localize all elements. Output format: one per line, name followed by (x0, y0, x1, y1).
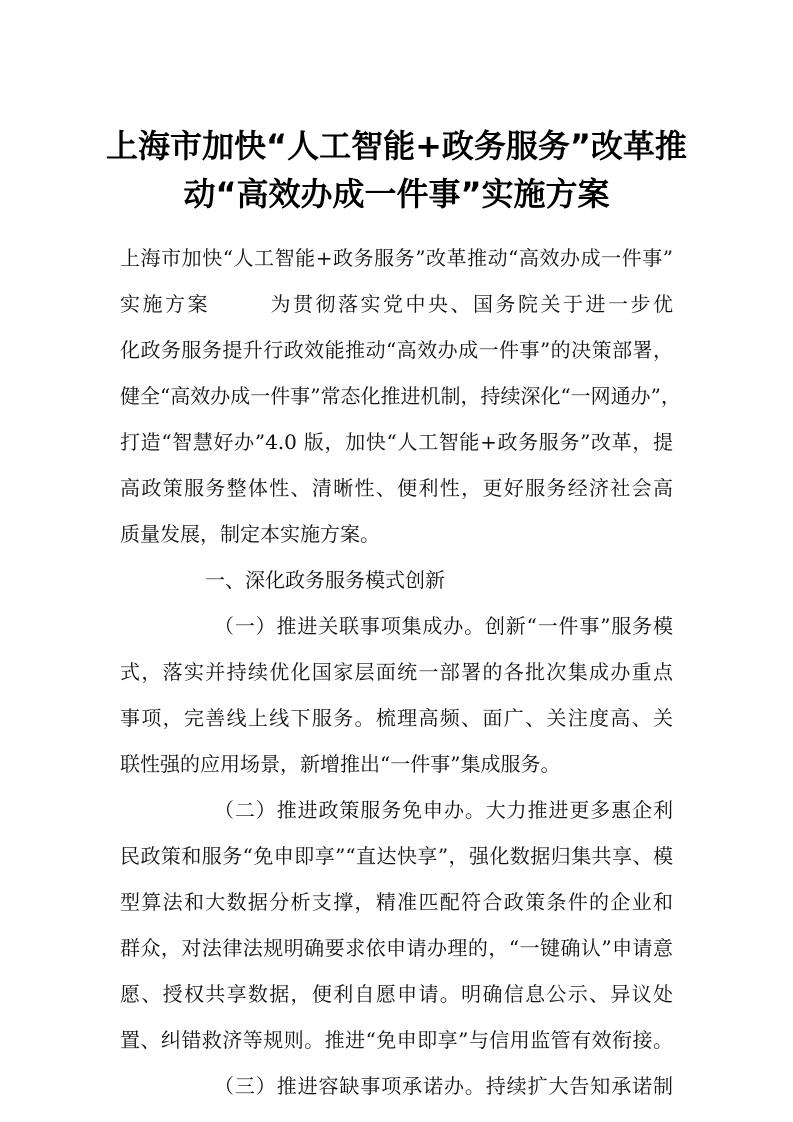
paragraph-2-line-3: 型算法和大数据分析支撑，精准匹配符合政策条件的企业和 (120, 890, 673, 914)
intro-line-3: 化政务服务提升行政效能推动“高效办成一件事”的决策部署， (120, 338, 673, 362)
section-heading: 一、深化政务服务模式创新 (205, 568, 445, 592)
intro-line-4: 健全“高效办成一件事”常态化推进机制，持续深化“一网通办”， (120, 384, 681, 408)
paragraph-3-line-1: （三）推进容缺事项承诺办。持续扩大告知承诺制 (214, 1074, 673, 1098)
intro-line-1: 上海市加快“人工智能+政务服务”改革推动“高效办成一件事” (120, 246, 673, 270)
paragraph-2-line-1: （二）推进政策服务免申办。大力推进更多惠企利 (214, 798, 673, 822)
paragraph-2-line-5: 愿、授权共享数据，便利自愿申请。明确信息公示、异议处 (120, 982, 673, 1006)
intro-line-7: 质量发展，制定本实施方案。 (120, 522, 380, 546)
paragraph-1-line-4: 联性强的应用场景，新增推出“一件事”集成服务。 (120, 752, 561, 776)
paragraph-2-line-2: 民政策和服务“免申即享”“直达快享”，强化数据归集共享、模 (120, 844, 673, 868)
intro-line-2-part-1: 实施方案 (120, 292, 210, 316)
paragraph-1-line-1: （一）推进关联事项集成办。创新“一件事”服务模 (214, 614, 673, 638)
intro-line-6: 高政策服务整体性、清晰性、便利性，更好服务经济社会高 (120, 476, 673, 500)
paragraph-1-line-2: 式，落实并持续优化国家层面统一部署的各批次集成办重点 (120, 660, 673, 684)
intro-line-2 (120, 290, 673, 318)
intro-line-2-part-2: 为贯彻落实党中央、国务院关于进一步优 (268, 292, 673, 316)
paragraph-1-line-3: 事项，完善线上线下服务。梳理高频、面广、关注度高、关 (120, 706, 673, 730)
document-title-line-2: 动“高效办成一件事”实施方案 (183, 175, 610, 213)
document-title-line-1: 上海市加快“人工智能+政务服务”改革推 (106, 127, 687, 165)
paragraph-2-line-4: 群众，对法律法规明确要求依申请办理的，“一键确认”申请意 (120, 936, 673, 960)
paragraph-2-line-6: 置、纠错救济等规则。推进“免申即享”与信用监管有效衔接。 (120, 1028, 673, 1052)
intro-line-5: 打造“智慧好办”4.0 版，加快“人工智能+政务服务”改革，提 (120, 430, 673, 454)
